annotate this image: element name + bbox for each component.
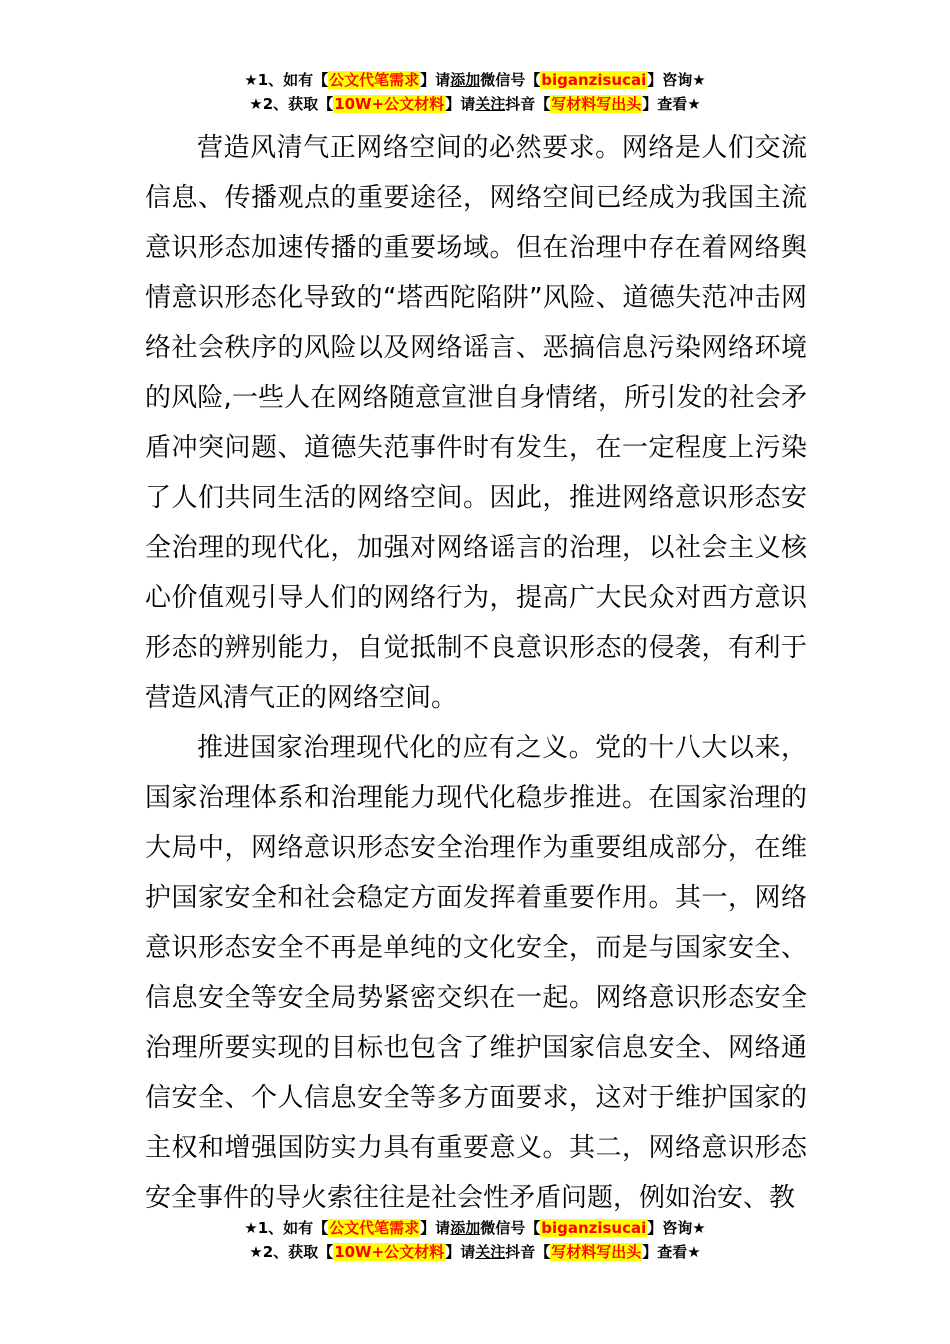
document-body [145, 123, 807, 1223]
header-banner [0, 68, 950, 116]
highlight-materials: 10W+公文材料 [334, 1243, 445, 1261]
banner-line-1: ★1、如有【公文代笔需求】请添加微信号【biganzisucai】咨询★ [244, 71, 706, 89]
highlight-materials: 10W+公文材料 [334, 95, 445, 113]
banner-line-1: ★1、如有【公文代笔需求】请添加微信号【biganzisucai】咨询★ [244, 1219, 706, 1237]
footer-banner [0, 1216, 950, 1264]
banner-line-2: ★2、获取【10W+公文材料】请关注抖音【写材料写出头】查看★ [249, 95, 701, 113]
highlight-wechat-id: biganzisucai [541, 1219, 647, 1237]
highlight-douyin-account: 写材料写出头 [551, 95, 642, 113]
paragraph-cyberspace: 营造风清气正网络空间的必然要求。网络是人们交流信息、传播观点的重要途径，网络空间已经成为我国主流意识形态加速传播的重要场域。但在治理中存在着网络舆情意识形态化导致的“塔西陀陷阱”风险、道德失范冲击网络社会秩序的风险以及网络谣言、恶搞信息污染网络环境的风险,一些人在网络随意宣泄自身情绪，所引发的社会矛盾冲突问题、道德失范事件时有发生，在一定程度上污染了人们共同生活的网络空间。因此，推进网络意识形态安全治理的现代化，加强对网络谣言的治理，以社会主义核心价值观引导人们的网络行为，提高广大民众对西方意识形态的辨别能力，自觉抵制不良意识形态的侵袭，有利于营造风清气正的网络空间。 [145, 133, 807, 713]
highlight-wechat-id: biganzisucai [541, 71, 647, 89]
highlight-service: 公文代笔需求 [329, 71, 420, 89]
highlight-douyin-account: 写材料写出头 [551, 1243, 642, 1261]
paragraph-governance: 推进国家治理现代化的应有之义。党的十八大以来，国家治理体系和治理能力现代化稳步推进。在国家治理的大局中，网络意识形态安全治理作为重要组成部分，在维护国家安全和社会稳定方面发挥着重要作用。其一，网络意识形态安全不再是单纯的文化安全，而是与国家安全、信息安全等安全局势紧密交织在一起。网络意识形态安全治理所要实现的目标也包含了维护国家信息安全、网络通信安全、个人信息安全等多方面要求，这对于维护国家的主权和增强国防实力具有重要意义。其二，网络意识形态安全事件的导火索往往是社会性矛盾问题，例如治安、教 [145, 733, 807, 1213]
banner-line-2: ★2、获取【10W+公文材料】请关注抖音【写材料写出头】查看★ [249, 1243, 701, 1261]
highlight-service: 公文代笔需求 [329, 1219, 420, 1237]
